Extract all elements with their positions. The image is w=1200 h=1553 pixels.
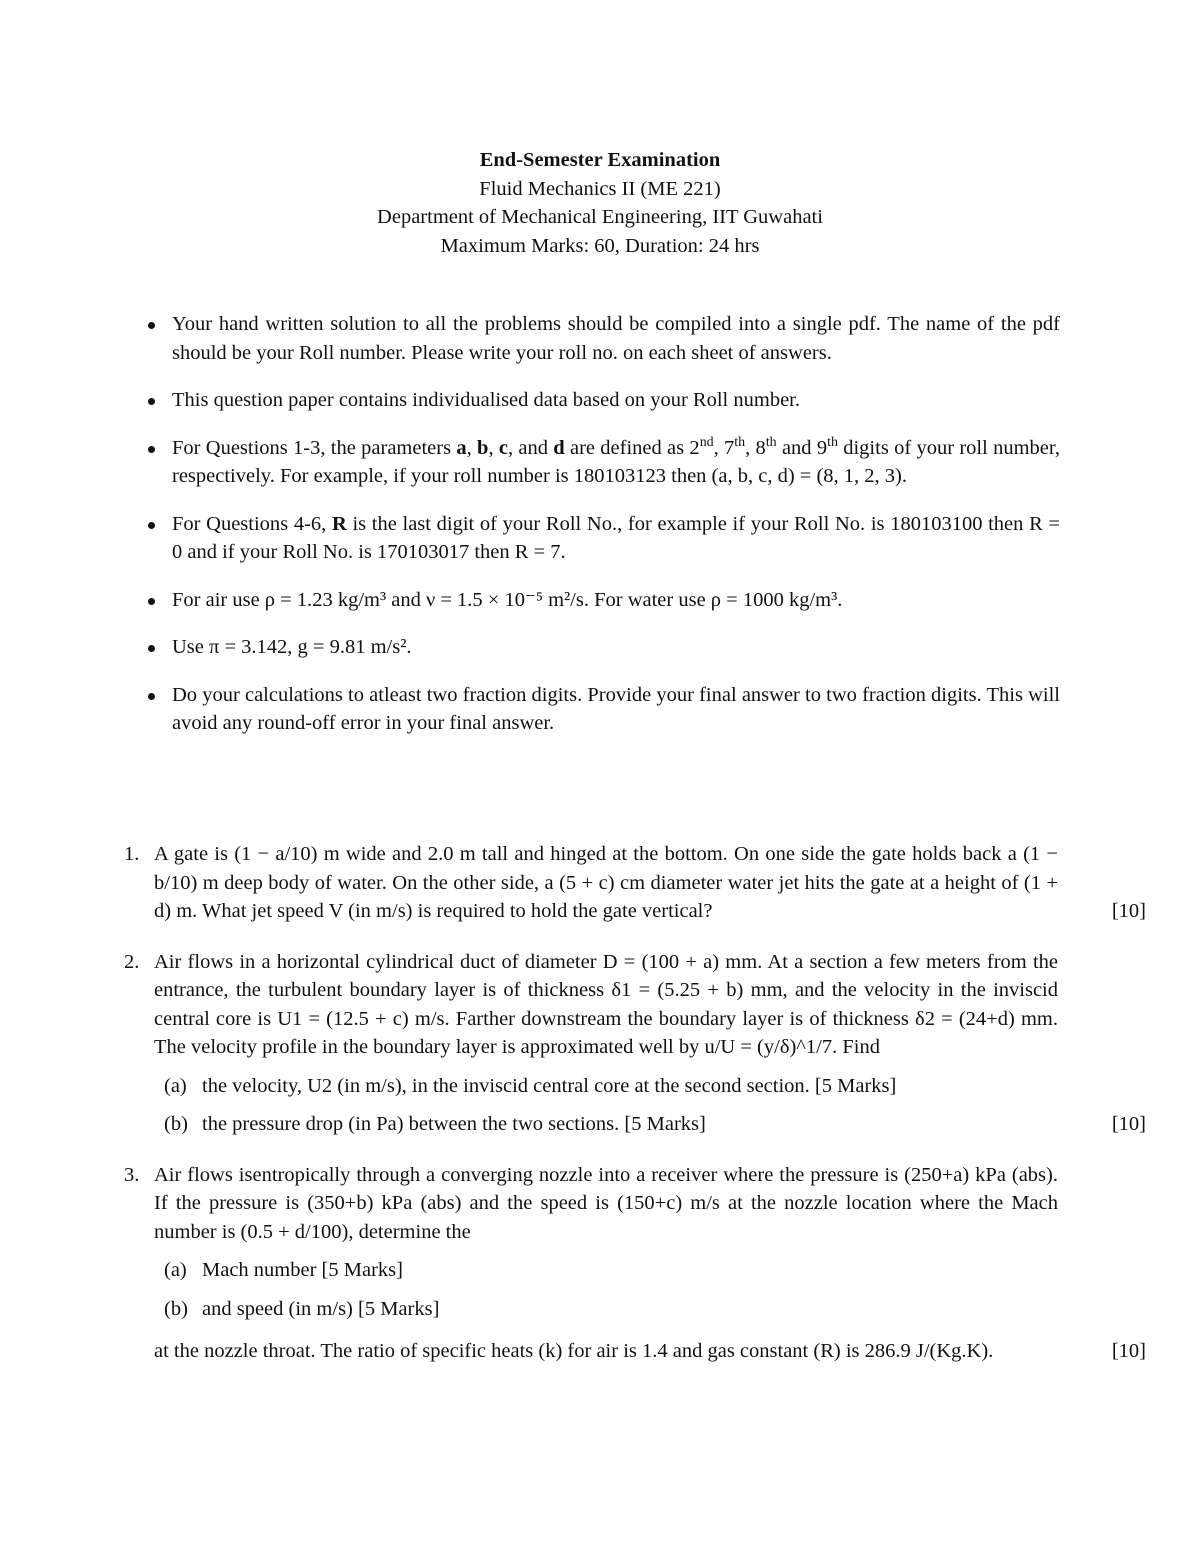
question-text: A gate is (1 − a/10) m wide and 2.0 m tall and hinged at the bottom. On one side the gate holds back a (1 − b/10) m deep body of water. On the other side, a (5 + c) cm diameter water jet hits the gate at a height of (1 + d) m. What jet speed V (in m/s) is required to hold the gate vertical? [154,843,1058,922]
bullet-icon [148,522,155,529]
subpart-b [164,1110,1146,1139]
marks-duration: Maximum Marks: 60, Duration: 24 hrs [440,234,760,257]
subpart-b [164,1295,1146,1324]
instruction-item [146,681,1060,738]
question-text: Air flows isentropically through a converging nozzle into a receiver where the pressure is (250+a) kPa (abs). If the pressure is (350+b) kPa (abs) and the speed is (150+c) m/s at the nozzle location where the Mach number is (0.5 + d/100), determine the [154,1163,1058,1243]
question-number: 1. [124,843,140,865]
question-marks: [10] [1111,1340,1146,1362]
instruction-item [146,386,1060,415]
question-2 [124,948,1146,1139]
question-1 [124,840,1146,926]
question-3 [124,1161,1146,1366]
bullet-icon [148,398,155,405]
bullet-icon [148,446,155,453]
instruction-item [146,586,1060,615]
question-number: 2. [124,950,140,973]
instruction-text: Your hand written solution to all the problems should be compiled into a single pdf. The name of the pdf should be your Roll number. Please write your roll no. on each sheet of answers. [172,313,1060,364]
question-tail-text: at the nozzle throat. The ratio of specific heats (k) for air is 1.4 and gas constant (R) is 286.9 J/(Kg.K). [154,1340,994,1362]
question-text: Air flows in a horizontal cylindrical duct of diameter D = (100 + a) mm. At a section a few meters from the entrance, the turbulent boundary layer is of thickness δ1 = (5.25 + b) mm, and the velocity in the inviscid central core is U1 = (12.5 + c) m/s. Farther downstream the boundary layer is of thickness δ2 = (24+d) mm. The velocity profile in the boundary layer is approximated well by u/U = (y/δ)^1/7. Find [154,950,1058,1058]
subpart-label: (a) [164,1074,187,1097]
instruction-text: Use π = 3.142, g = 9.81 m/s². [172,636,412,658]
instruction-item [146,633,1060,662]
instruction-text: Do your calculations to atleast two fraction digits. Provide your final answer to two fraction digits. This will avoid any round-off error in your final answer. [172,683,1060,734]
instruction-item [146,510,1060,567]
exam-title: End-Semester Examination [479,149,721,171]
instructions-list [146,310,1060,757]
course-name: Fluid Mechanics II (ME 221) [479,177,721,200]
bullet-icon [148,322,155,329]
subpart-text: Mach number [5 Marks] [202,1259,403,1281]
bullet-icon [148,693,155,700]
instruction-item [146,434,1060,491]
subpart-label: (b) [164,1297,188,1320]
instruction-text: For air use ρ = 1.23 kg/m³ and ν = 1.5 × 10⁻⁵ m²/s. For water use ρ = 1000 kg/m³. [172,588,843,611]
subpart-text: the pressure drop (in Pa) between the two sections. [5 Marks] [202,1113,706,1135]
question-marks: [10] [1111,1113,1146,1135]
instruction-item [146,310,1060,367]
subpart-a [164,1256,1146,1285]
question-marks: [10] [1111,900,1146,922]
instruction-text: For Questions 1-3, the parameters a, b, c, and d are defined as 2nd, 7th, 8th and 9th digits of your roll number, respectively. For example, if your roll number is 180103123 then (a, b, c, d) = (8, 1, 2, 3). [172,434,1061,487]
bullet-icon [148,645,155,652]
bullet-icon [148,598,155,605]
subpart-text: and speed (in m/s) [5 Marks] [202,1297,440,1320]
subpart-label: (a) [164,1259,187,1281]
instruction-text: For Questions 4-6, R is the last digit of your Roll No., for example if your Roll No. is 180103100 then R = 0 and if your Roll No. is 170103017 then R = 7. [172,512,1060,563]
subpart-text: the velocity, U2 (in m/s), in the inviscid central core at the second section. [5 Marks] [202,1074,897,1097]
department-name: Department of Mechanical Engineering, IIT Guwahati [377,206,823,228]
exam-header [0,146,1200,260]
instruction-text: This question paper contains individualised data based on your Roll number. [172,389,800,411]
subpart-label: (b) [164,1113,188,1135]
questions-list [124,840,1146,1388]
subpart-a [164,1072,1146,1101]
question-number: 3. [124,1163,140,1186]
